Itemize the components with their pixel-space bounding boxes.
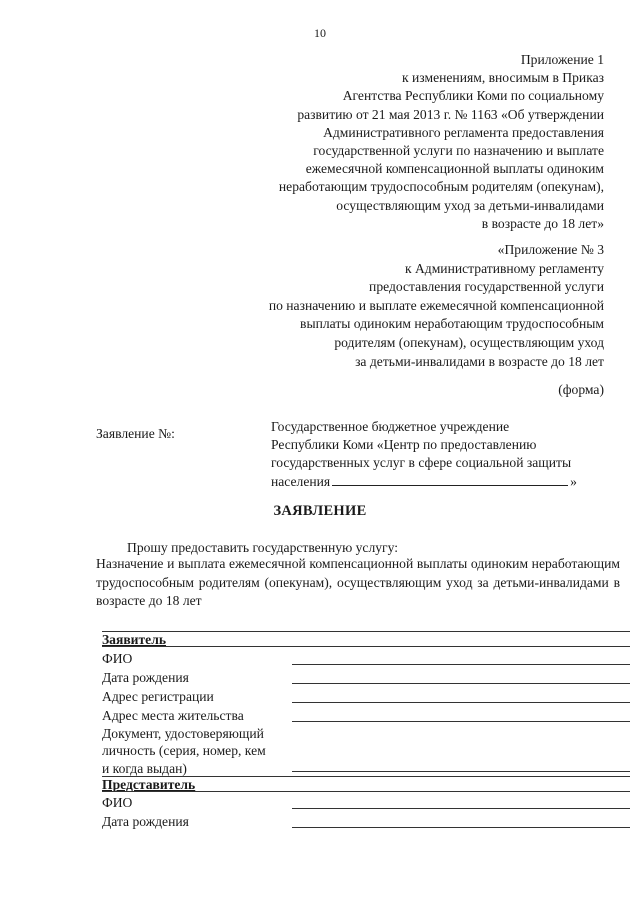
appendix-1-line: осуществляющим уход за детьми-инвалидами	[336, 197, 604, 213]
field-label: Адрес регистрации	[102, 689, 214, 704]
section-rule	[102, 646, 630, 647]
service-name: Назначение и выплата ежемесячной компенсационной выплаты одиноким неработающим трудоспособным родителям (опекунам), осуществляющим уход за детьми-инвалидами в возрасте до 18 лет	[96, 556, 620, 609]
field-row	[102, 708, 630, 726]
field-label: Адрес места жительства	[102, 708, 244, 723]
birth-date-field[interactable]	[292, 683, 630, 684]
registration-address-field[interactable]	[292, 702, 630, 703]
addressee-line: государственных услуг в сфере социальной защиты	[271, 455, 572, 471]
appendix-3-line: предоставления государственной услуги	[369, 279, 604, 295]
applicant-heading: Заявитель	[102, 632, 167, 647]
addressee-line: Республики Коми «Центр по предоставлению	[271, 437, 537, 453]
appendix-1-line: Агентства Республики Коми по социальному	[342, 88, 604, 104]
field-label: Дата рождения	[102, 670, 189, 685]
field-label: Дата рождения	[102, 814, 189, 829]
section-rule	[102, 631, 630, 632]
field-row	[102, 725, 630, 777]
appendix-1-line: Административного регламента предоставления	[323, 124, 604, 140]
section-rule	[102, 791, 630, 792]
appendix-3-line: за детьми-инвалидами в возрасте до 18 лет	[355, 353, 604, 369]
appendix-3-line: выплаты одиноким неработающим трудоспособным	[300, 316, 604, 332]
section-rule	[102, 776, 630, 777]
appendix-3-line: «Приложение № 3	[497, 242, 604, 257]
field-row	[102, 651, 630, 669]
addressee-fill-line[interactable]	[332, 473, 568, 486]
field-row	[102, 670, 630, 688]
addressee-line: Государственное бюджетное учреждение	[271, 419, 510, 434]
appendix-3-header	[184, 241, 604, 371]
field-row	[102, 689, 630, 707]
residence-address-field[interactable]	[292, 721, 630, 722]
document-title: ЗАЯВЛЕНИЕ	[273, 503, 367, 519]
appendix-3-line: родителям (опекунам), осуществляющим уход	[334, 334, 604, 350]
applicant-heading-row	[102, 632, 630, 650]
representative-birth-date-field[interactable]	[292, 827, 630, 828]
fio-field[interactable]	[292, 664, 630, 665]
application-number-label: Заявление №:	[96, 426, 175, 441]
appendix-1-line: развитию от 21 мая 2013 г. № 1163 «Об утверждении	[297, 106, 604, 122]
identity-document-field[interactable]	[292, 771, 630, 772]
appendix-3-line: по назначению и выплате ежемесячной компенсационной	[268, 297, 604, 313]
appendix-1-line: государственной услуги по назначению и выплате	[313, 143, 604, 159]
appendix-1-line: неработающим трудоспособным родителям (опекунам),	[278, 179, 604, 195]
field-row	[102, 814, 630, 832]
appendix-1-line: Приложение 1	[520, 52, 604, 67]
document-label-line: и когда выдан)	[102, 760, 187, 776]
field-label	[102, 725, 266, 777]
document-label-line: Документ, удостоверяющий	[102, 726, 264, 741]
appendix-1-line: к изменениям, вносимым в Приказ	[402, 70, 604, 86]
form-label: (форма)	[558, 382, 604, 397]
appendix-3-line: к Административному регламенту	[404, 260, 604, 276]
request-intro: Прошу предоставить государственную услугу:	[127, 540, 398, 555]
appendix-1-header	[204, 51, 604, 233]
document-label-line: личность (серия, номер, кем	[102, 743, 266, 759]
representative-fio-field[interactable]	[292, 808, 630, 809]
addressee-last-prefix: населения	[271, 473, 331, 489]
field-label: ФИО	[102, 795, 133, 810]
addressee-last-line	[271, 473, 611, 491]
representative-heading: Представитель	[102, 777, 196, 792]
representative-heading-row	[102, 777, 630, 795]
page-number: 10	[314, 26, 326, 40]
addressee-last-suffix: »	[570, 473, 577, 489]
field-label: ФИО	[102, 651, 133, 666]
appendix-1-line: ежемесячной компенсационной выплаты одиноким	[305, 161, 604, 177]
appendix-1-line: в возрасте до 18 лет»	[481, 215, 604, 231]
addressee-block	[271, 418, 611, 491]
field-row	[102, 795, 630, 813]
